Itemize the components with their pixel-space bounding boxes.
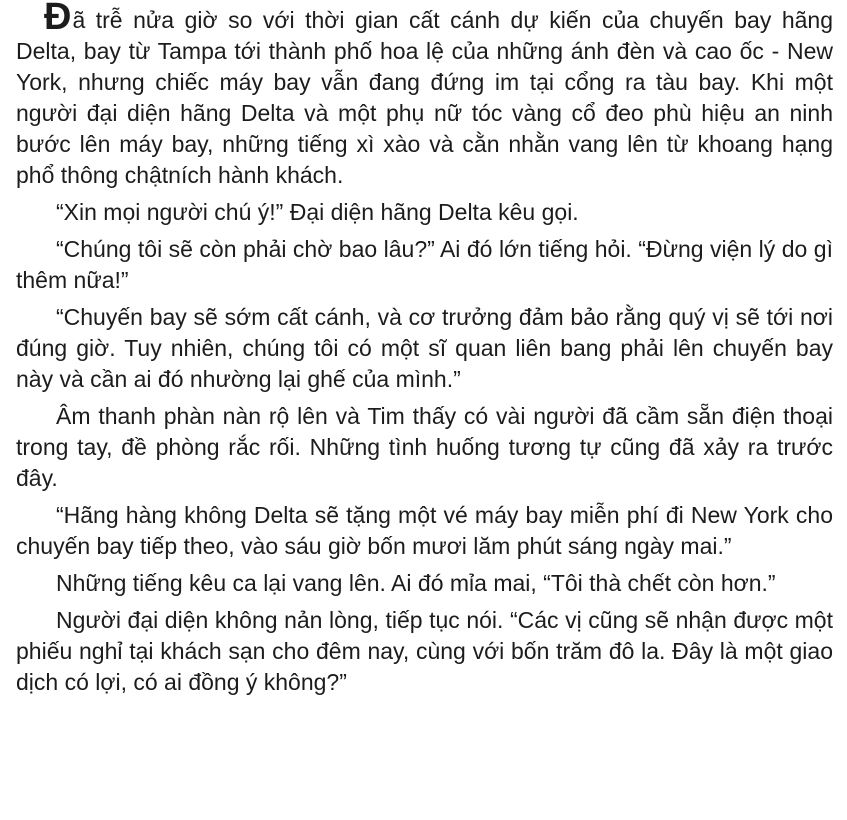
paragraph-4: “Chuyến bay sẽ sớm cất cánh, và cơ trưởng đảm bảo rằng quý vị sẽ tới nơi đúng giờ. Tuy nhiên, chúng tôi có một sĩ quan liên bang phải lên chuyến bay này và cần ai đó nhường lại ghế của mình.”: [16, 304, 833, 392]
drop-cap-letter: Đ: [44, 0, 72, 38]
paragraph-6: “Hãng hàng không Delta sẽ tặng một vé máy bay miễn phí đi New York cho chuyến bay tiếp theo, vào sáu giờ bốn mươi lăm phút sáng ngày mai.”: [16, 502, 833, 559]
paragraph-3: “Chúng tôi sẽ còn phải chờ bao lâu?” Ai đó lớn tiếng hỏi. “Đừng viện lý do gì thêm nữa!”: [16, 236, 833, 293]
paragraph-2: “Xin mọi người chú ý!” Đại diện hãng Delta kêu gọi.: [56, 199, 579, 225]
paragraph-1: [16, 0, 833, 191]
paragraph-8: Người đại diện không nản lòng, tiếp tục nói. “Các vị cũng sẽ nhận được một phiếu nghỉ tại khách sạn cho đêm nay, cùng với bốn trăm đô la. Đây là một giao dịch có lợi, có ai đồng ý không?”: [16, 607, 833, 695]
paragraph-5: Âm thanh phàn nàn rộ lên và Tim thấy có vài người đã cầm sẵn điện thoại trong tay, đề phòng rắc rối. Những tình huống tương tự cũng đã xảy ra trước đây.: [16, 403, 833, 491]
paragraph-1-text: ã trễ nửa giờ so với thời gian cất cánh dự kiến của chuyến bay hãng Delta, bay từ Tampa tới thành phố hoa lệ của những ánh đèn và cao ốc - New York, nhưng chiếc máy bay vẫn đang đứng im tại cổng ra tàu bay. Khi một người đại diện hãng Delta và một phụ nữ tóc vàng cổ đeo phù hiệu an ninh bước lên máy bay, những tiếng xì xào và cằn nhằn vang lên từ khoang hạng phổ thông chậtních hành khách.: [16, 7, 833, 188]
paragraph-7: Những tiếng kêu ca lại vang lên. Ai đó mỉa mai, “Tôi thà chết còn hơn.”: [56, 570, 776, 596]
